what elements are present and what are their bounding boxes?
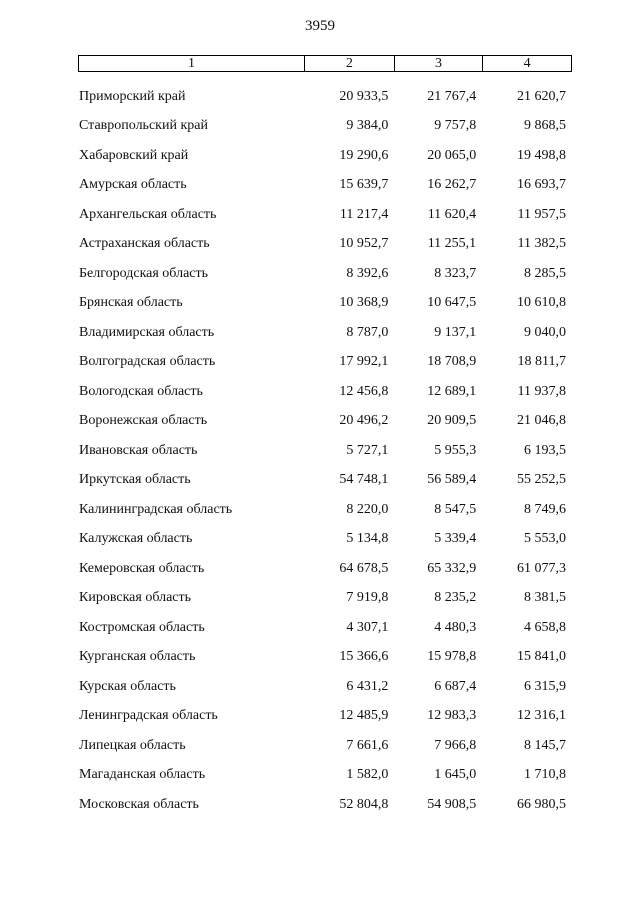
region-name: Белгородская область	[79, 265, 209, 281]
value-col-3: 15 978,8	[427, 649, 477, 665]
value-col-4: 55 252,5	[517, 472, 567, 488]
value-col-3: 11 620,4	[427, 206, 477, 222]
value-col-3: 20 909,5	[427, 413, 477, 429]
table-row	[78, 761, 572, 791]
value-col-4: 12 316,1	[517, 708, 567, 724]
table-row	[78, 554, 572, 584]
region-name: Ленинградская область	[79, 708, 218, 724]
region-name: Астраханская область	[79, 236, 210, 252]
table-row	[78, 171, 572, 201]
value-col-3: 7 966,8	[434, 737, 477, 753]
value-col-3: 20 065,0	[427, 147, 477, 163]
table-row	[78, 200, 572, 230]
table-row	[78, 672, 572, 702]
region-name: Владимирская область	[79, 324, 215, 340]
column-header-4: 4	[482, 56, 571, 71]
value-col-2: 20 933,5	[339, 88, 389, 104]
region-name: Липецкая область	[79, 737, 186, 753]
region-name: Московская область	[79, 796, 199, 812]
value-col-3: 12 689,1	[427, 383, 477, 399]
table-row	[78, 259, 572, 289]
value-col-2: 17 992,1	[339, 354, 389, 370]
region-name: Брянская область	[79, 295, 183, 311]
table-header	[78, 55, 572, 72]
table-row	[78, 230, 572, 260]
table-row	[78, 289, 572, 319]
region-name: Курганская область	[79, 649, 196, 665]
value-col-3: 6 687,4	[434, 678, 477, 694]
column-header-2: 2	[304, 56, 394, 71]
region-name: Вологодская область	[79, 383, 203, 399]
value-col-2: 10 368,9	[339, 295, 389, 311]
value-col-2: 6 431,2	[346, 678, 389, 694]
table-row	[78, 525, 572, 555]
value-col-3: 1 645,0	[434, 767, 477, 783]
value-col-3: 54 908,5	[427, 796, 477, 812]
value-col-3: 9 137,1	[434, 324, 477, 340]
value-col-3: 18 708,9	[427, 354, 477, 370]
value-col-2: 8 392,6	[346, 265, 389, 281]
table-body	[78, 82, 572, 820]
region-name: Архангельская область	[79, 206, 217, 222]
region-name: Калужская область	[79, 531, 193, 547]
value-col-4: 21 046,8	[517, 413, 567, 429]
value-col-4: 19 498,8	[517, 147, 567, 163]
table-row	[78, 466, 572, 496]
region-name: Кемеровская область	[79, 560, 205, 576]
value-col-4: 6 193,5	[524, 442, 567, 458]
value-col-4: 11 937,8	[517, 383, 567, 399]
table-row	[78, 731, 572, 761]
value-col-4: 1 710,8	[524, 767, 567, 783]
value-col-2: 4 307,1	[346, 619, 389, 635]
region-name: Амурская область	[79, 177, 187, 193]
region-name: Костромская область	[79, 619, 205, 635]
page-number: 3959	[305, 18, 335, 34]
value-col-2: 8 220,0	[346, 501, 389, 517]
value-col-4: 9 868,5	[524, 118, 567, 134]
value-col-4: 15 841,0	[517, 649, 567, 665]
column-header-3: 3	[394, 56, 483, 71]
table-row	[78, 643, 572, 673]
value-col-2: 11 217,4	[339, 206, 389, 222]
value-col-3: 8 547,5	[434, 501, 477, 517]
table-row	[78, 377, 572, 407]
table-row	[78, 318, 572, 348]
value-col-2: 5 134,8	[346, 531, 389, 547]
region-name: Магаданская область	[79, 767, 206, 783]
value-col-4: 9 040,0	[524, 324, 567, 340]
value-col-4: 11 382,5	[517, 236, 567, 252]
value-col-3: 5 955,3	[434, 442, 477, 458]
value-col-2: 54 748,1	[339, 472, 389, 488]
table-row	[78, 436, 572, 466]
value-col-4: 10 610,8	[517, 295, 567, 311]
value-col-3: 65 332,9	[427, 560, 477, 576]
value-col-2: 7 661,6	[346, 737, 389, 753]
value-col-3: 5 339,4	[434, 531, 477, 547]
value-col-2: 12 456,8	[339, 383, 389, 399]
value-col-2: 64 678,5	[339, 560, 389, 576]
value-col-4: 11 957,5	[517, 206, 567, 222]
value-col-2: 52 804,8	[339, 796, 389, 812]
value-col-2: 20 496,2	[339, 413, 389, 429]
value-col-3: 8 323,7	[434, 265, 477, 281]
value-col-3: 10 647,5	[427, 295, 477, 311]
value-col-2: 19 290,6	[339, 147, 389, 163]
value-col-2: 7 919,8	[346, 590, 389, 606]
region-name: Ставропольский край	[79, 118, 208, 134]
table-row	[78, 82, 572, 112]
region-name: Калининградская область	[79, 501, 233, 517]
value-col-4: 8 381,5	[524, 590, 567, 606]
value-col-2: 5 727,1	[346, 442, 389, 458]
value-col-2: 8 787,0	[346, 324, 389, 340]
table-row	[78, 584, 572, 614]
region-name: Воронежская область	[79, 413, 208, 429]
region-name: Курская область	[79, 678, 176, 694]
value-col-4: 66 980,5	[517, 796, 567, 812]
value-col-4: 8 285,5	[524, 265, 567, 281]
value-col-3: 56 589,4	[427, 472, 477, 488]
region-name: Хабаровский край	[79, 147, 189, 163]
value-col-4: 61 077,3	[517, 560, 567, 576]
value-col-2: 9 384,0	[346, 118, 389, 134]
value-col-3: 8 235,2	[434, 590, 477, 606]
value-col-4: 21 620,7	[517, 88, 567, 104]
value-col-3: 16 262,7	[427, 177, 477, 193]
table-row	[78, 348, 572, 378]
value-col-3: 4 480,3	[434, 619, 477, 635]
value-col-4: 8 145,7	[524, 737, 567, 753]
region-name: Иркутская область	[79, 472, 191, 488]
table-row	[78, 613, 572, 643]
value-col-4: 6 315,9	[524, 678, 567, 694]
region-name: Ивановская область	[79, 442, 198, 458]
value-col-2: 1 582,0	[346, 767, 389, 783]
value-col-4: 4 658,8	[524, 619, 567, 635]
value-col-3: 11 255,1	[427, 236, 477, 252]
value-col-4: 5 553,0	[524, 531, 567, 547]
table-row	[78, 112, 572, 142]
value-col-3: 12 983,3	[427, 708, 477, 724]
value-col-4: 16 693,7	[517, 177, 567, 193]
region-name: Волгоградская область	[79, 354, 216, 370]
column-header-1: 1	[188, 56, 196, 71]
table-row	[78, 141, 572, 171]
region-name: Приморский край	[79, 88, 186, 104]
value-col-2: 12 485,9	[339, 708, 389, 724]
value-col-3: 21 767,4	[427, 88, 477, 104]
value-col-3: 9 757,8	[434, 118, 477, 134]
value-col-2: 15 639,7	[339, 177, 389, 193]
region-name: Кировская область	[79, 590, 192, 606]
value-col-2: 10 952,7	[339, 236, 389, 252]
value-col-2: 15 366,6	[339, 649, 389, 665]
value-col-4: 8 749,6	[524, 501, 567, 517]
table-row	[78, 495, 572, 525]
table-row	[78, 407, 572, 437]
table-row	[78, 702, 572, 732]
table-row	[78, 790, 572, 820]
value-col-4: 18 811,7	[517, 354, 567, 370]
